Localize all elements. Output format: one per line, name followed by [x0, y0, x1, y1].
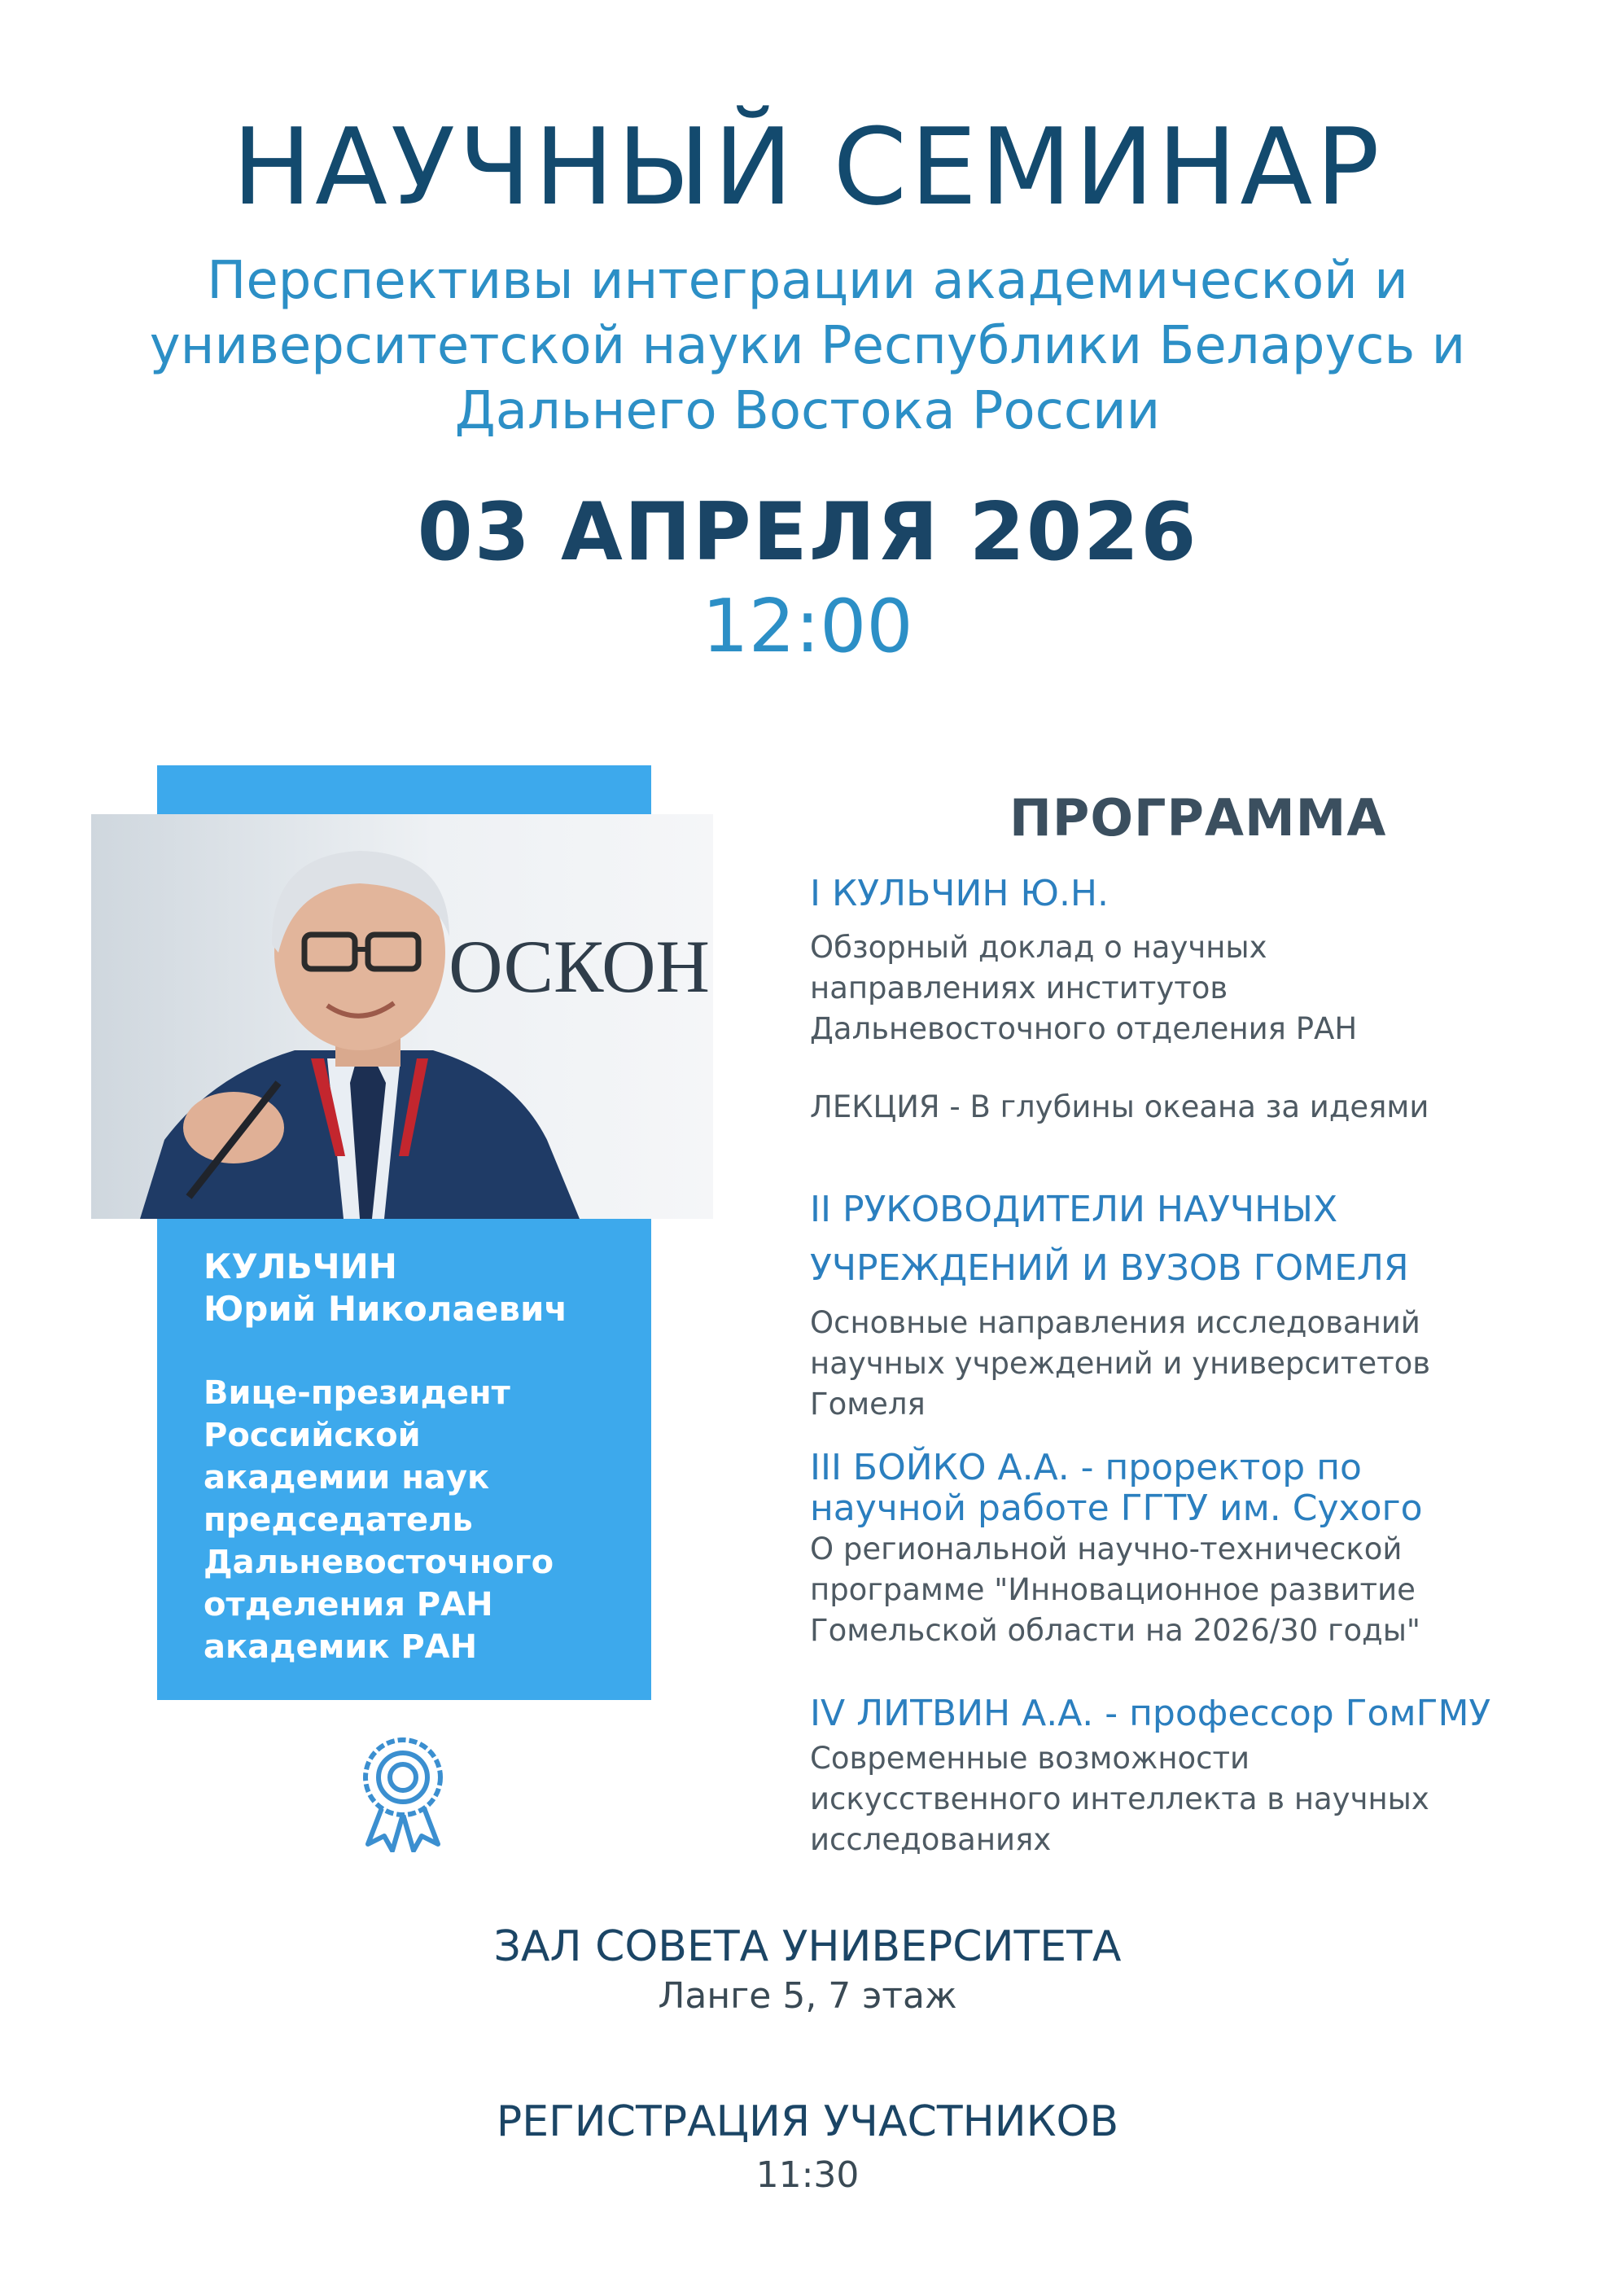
speaker-photo [91, 814, 713, 1219]
description-line: направлениях институтов [810, 971, 1228, 1006]
program-item-description [810, 1738, 1543, 1860]
subtitle-line: университетской науки Республики Беларусь и [149, 316, 1466, 376]
description-line: Обзорный доклад о научных [810, 930, 1267, 965]
program-item-description [810, 1303, 1543, 1425]
subtitle-line: Перспективы интеграции академической и [207, 251, 1408, 311]
description-line: искусственного интеллекта в научных [810, 1781, 1429, 1816]
description-line: Основные направления исследований [810, 1305, 1420, 1340]
photo-backdrop-text: ОСКОН [449, 925, 710, 1008]
speaker-bio-line: Дальневосточного [204, 1544, 554, 1581]
program-heading: ПРОГРАММА [1009, 788, 1387, 848]
program-item-title: IV ЛИТВИН А.А. - профессор ГомГМУ [810, 1693, 1491, 1734]
description-line: исследованиях [810, 1822, 1052, 1857]
subtitle-line: Дальнего Востока России [454, 381, 1161, 441]
description-line: научных учреждений и университетов [810, 1346, 1431, 1381]
event-date: 03 АПРЕЛЯ 2026 [417, 486, 1198, 579]
registration-time: 11:30 [755, 2154, 860, 2196]
speaker-bio-line: отделения РАН [204, 1586, 493, 1623]
registration-label: РЕГИСТРАЦИЯ УЧАСТНИКОВ [496, 2097, 1119, 2146]
speaker-bio-line: Вице-президент [204, 1374, 510, 1412]
program-item [810, 1181, 1543, 1425]
program-item [810, 1689, 1543, 1860]
title-line: III БОЙКО А.А. - проректор по [810, 1447, 1362, 1488]
program-item [810, 1448, 1543, 1651]
description-line: Дальневосточного отделения РАН [810, 1011, 1358, 1046]
description-line: Гомеля [810, 1387, 926, 1422]
venue-address: Ланге 5, 7 этаж [658, 1975, 957, 2017]
program-item-lecture: ЛЕКЦИЯ - В глубины океана за идеями [810, 1089, 1429, 1124]
description-line: программе "Инновационное развитие [810, 1572, 1416, 1607]
description-line: О региональной научно-технической [810, 1531, 1403, 1566]
description-line: Гомельской области на 2026/30 годы" [810, 1613, 1420, 1648]
program-item-title: I КУЛЬЧИН Ю.Н. [810, 873, 1109, 914]
speaker-bio-line: Российской [204, 1417, 421, 1454]
speaker-given-names: Юрий Николаевич [204, 1289, 568, 1329]
title-line: II РУКОВОДИТЕЛИ НАУЧНЫХ [810, 1189, 1338, 1230]
program-item-title [810, 1181, 1543, 1298]
description-line: Современные возможности [810, 1741, 1250, 1776]
speaker-bio-line: академик РАН [204, 1628, 478, 1666]
page-title: НАУЧНЫЙ СЕМИНАР [232, 105, 1383, 229]
program-item-description [810, 927, 1543, 1049]
speaker-name [204, 1246, 627, 1330]
venue-name: ЗАЛ СОВЕТА УНИВЕРСИТЕТА [493, 1922, 1122, 1971]
speaker-bio [204, 1372, 643, 1668]
speaker-bio-line: академии наук [204, 1459, 490, 1496]
program-item [810, 867, 1543, 1128]
speaker-surname: КУЛЬЧИН [204, 1247, 397, 1286]
speaker-bio-line: председатель [204, 1501, 473, 1539]
program-item-title [810, 1448, 1543, 1529]
program-item-description [810, 1529, 1543, 1651]
award-rosette-icon [350, 1730, 456, 1852]
title-line: научной работе ГГТУ им. Сухого [810, 1488, 1423, 1529]
event-time: 12:00 [702, 584, 913, 669]
seminar-subtitle [0, 248, 1615, 444]
title-line: УЧРЕЖДЕНИЙ И ВУЗОВ ГОМЕЛЯ [810, 1247, 1409, 1289]
